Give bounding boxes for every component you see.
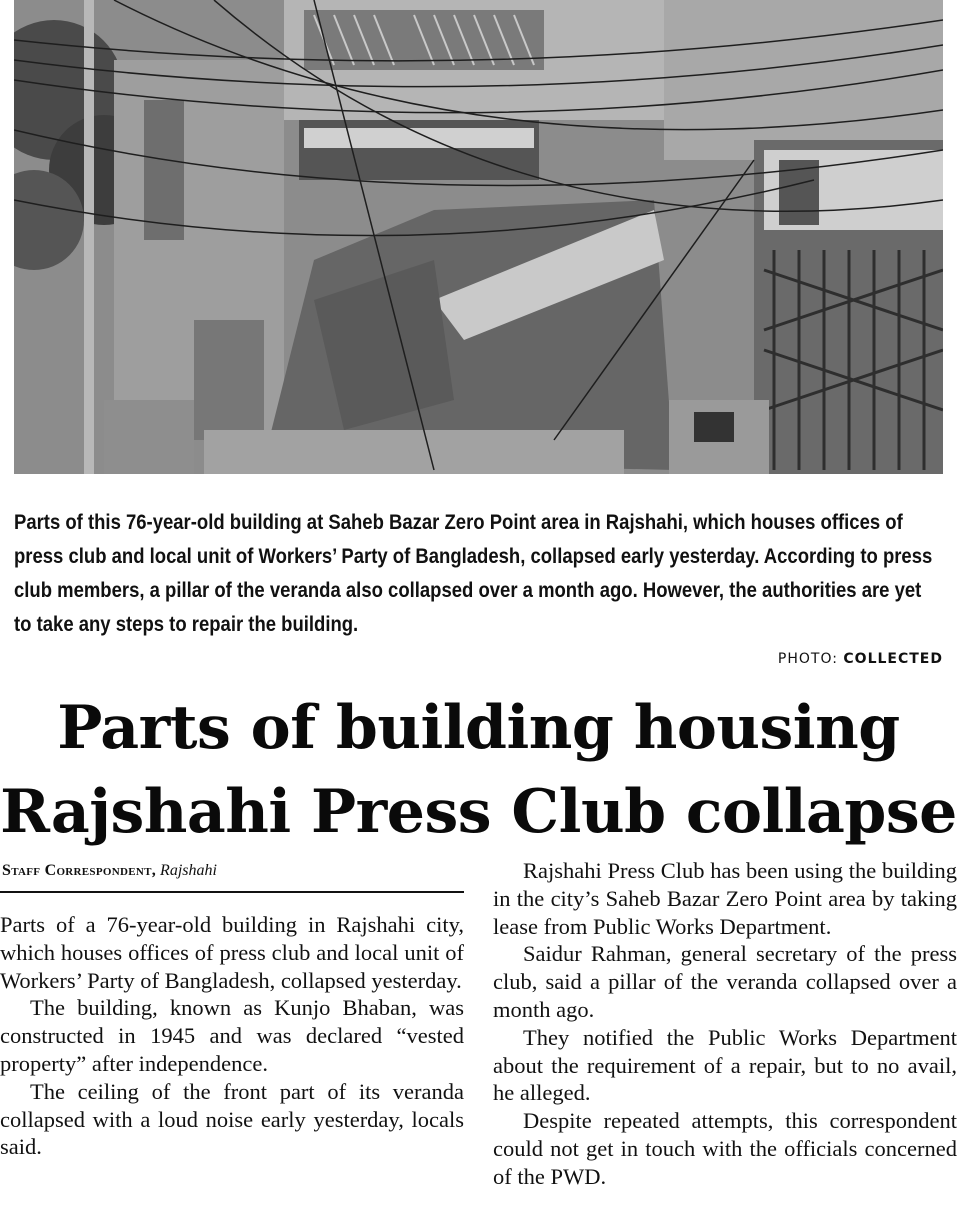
headline-line-2: Rajshahi Press Club collapse <box>0 777 957 847</box>
byline-rule <box>0 891 464 893</box>
article-paragraph: Parts of a 76-year-old building in Rajshahi city, which houses offices of press club and local unit of Workers’ Party of Bangladesh, collapsed yesterday. <box>0 912 464 993</box>
article-paragraph: Despite repeated attempts, this correspondent could not get in touch with the officials concerned of the PWD. <box>493 1108 957 1189</box>
article-column-right <box>493 857 957 1191</box>
byline-role: Staff Correspondent, <box>2 862 157 879</box>
photo-credit <box>778 651 943 667</box>
article-paragraph: They notified the Public Works Department about the requirement of a repair, but to no avail, he alleged. <box>493 1024 957 1106</box>
news-photo <box>14 0 943 474</box>
article-paragraph: The ceiling of the front part of its veranda collapsed with a loud noise early yesterday, locals said. <box>0 1078 464 1160</box>
article-paragraph: The building, known as Kunjo Bhaban, was constructed in 1945 and was declared “vested property” after independence. <box>0 995 464 1076</box>
article-paragraph: Rajshahi Press Club has been using the building in the city’s Saheb Bazar Zero Point area by taking lease from Public Works Department. <box>493 858 957 939</box>
photo-caption: Parts of this 76-year-old building at Saheb Bazar Zero Point area in Rajshahi, which houses offices of press club and local unit of Workers’ Party of Bangladesh, collapsed early yesterday. According to press club members, a pillar of the veranda also collapsed over a month ago. However, the authorities are yet to take any steps to repair the building. <box>14 510 933 636</box>
headline-line-1: Parts of building housing <box>57 693 900 763</box>
photo-of-collapsed-building-icon <box>14 0 943 474</box>
photo-credit-label: PHOTO: <box>777 651 838 667</box>
headline <box>0 686 957 854</box>
byline <box>2 862 217 880</box>
byline-place: Rajshahi <box>160 862 217 879</box>
photo-credit-value: COLLECTED <box>843 651 943 667</box>
article-column-left <box>0 911 464 1161</box>
article-paragraph: Saidur Rahman, general secretary of the press club, said a pillar of the veranda collapsed over a month ago. <box>493 941 957 1022</box>
